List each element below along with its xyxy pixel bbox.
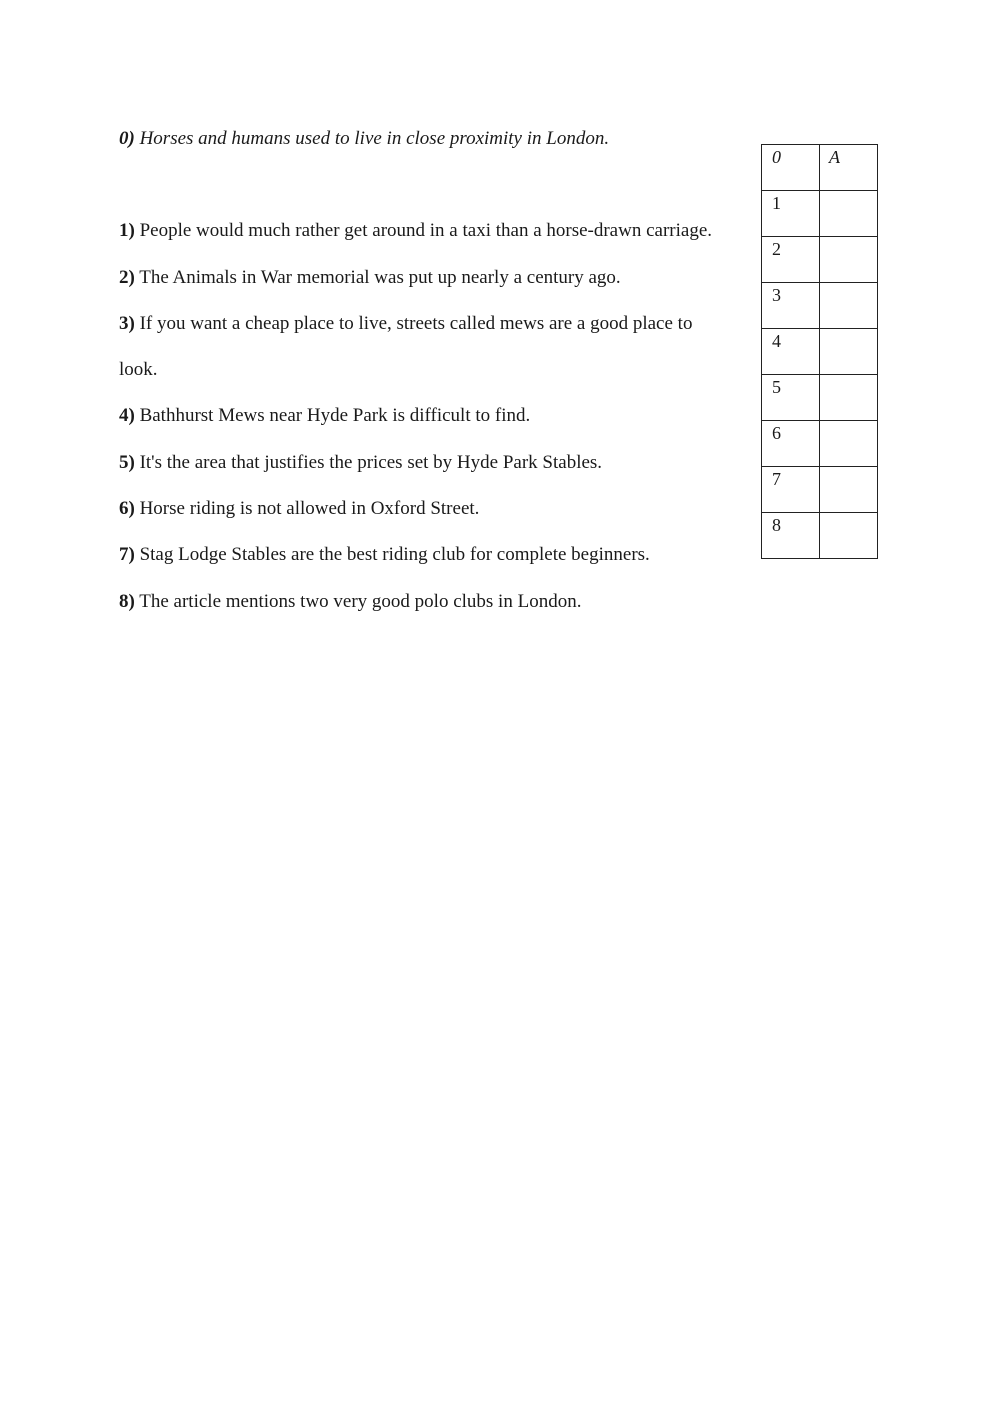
answer-row (762, 237, 878, 283)
answer-cell[interactable] (820, 467, 878, 513)
statement-number: 7) (119, 544, 135, 566)
statements-list (119, 116, 719, 625)
answer-cell: A (820, 145, 878, 191)
answer-row-label: 3 (762, 283, 820, 329)
statement-7 (119, 532, 719, 578)
statement-number: 8) (119, 590, 135, 612)
statement-5 (119, 440, 719, 486)
example-statement (119, 116, 719, 162)
answer-grid (761, 144, 878, 559)
statement-number: 6) (119, 498, 135, 520)
answer-cell[interactable] (820, 329, 878, 375)
answer-cell[interactable] (820, 237, 878, 283)
answer-cell[interactable] (820, 513, 878, 559)
answer-row (762, 467, 878, 513)
answer-row-label: 2 (762, 237, 820, 283)
answer-row (762, 145, 878, 191)
statement-number: 5) (119, 451, 135, 473)
statement-6 (119, 486, 719, 532)
answer-cell[interactable] (820, 191, 878, 237)
answer-row-label: 1 (762, 191, 820, 237)
answer-row (762, 329, 878, 375)
statement-text: Bathhurst Mews near Hyde Park is difficult to find. (139, 405, 531, 427)
statement-8 (119, 579, 719, 625)
answer-row-label: 4 (762, 329, 820, 375)
answer-row-label: 7 (762, 467, 820, 513)
statement-number: 4) (119, 405, 135, 427)
answer-cell[interactable] (820, 375, 878, 421)
statement-text: If you want a cheap place to live, streets called mews are a good place to look. (119, 312, 693, 381)
answer-row-label: 5 (762, 375, 820, 421)
statement-text: Horses and humans used to live in close proximity in London. (139, 128, 610, 149)
statement-4 (119, 393, 719, 439)
statement-text: The article mentions two very good polo clubs in London. (139, 590, 582, 612)
answer-row (762, 513, 878, 559)
statement-text: It's the area that justifies the prices set by Hyde Park Stables. (139, 451, 603, 473)
answer-row-label: 8 (762, 513, 820, 559)
statement-number: 1) (119, 220, 135, 242)
answer-cell[interactable] (820, 283, 878, 329)
answer-row (762, 421, 878, 467)
statement-number: 0) (119, 128, 135, 149)
answer-row-label: 0 (762, 145, 820, 191)
statement-text: People would much rather get around in a taxi than a horse-drawn carriage. (139, 220, 712, 242)
statement-text: The Animals in War memorial was put up nearly a century ago. (139, 266, 621, 288)
answer-cell[interactable] (820, 421, 878, 467)
statement-text: Stag Lodge Stables are the best riding club for complete beginners. (139, 544, 650, 566)
answer-row (762, 283, 878, 329)
statement-number: 2) (119, 266, 135, 288)
answer-row (762, 191, 878, 237)
statement-3 (119, 301, 719, 394)
statement-2 (119, 255, 719, 301)
answer-row-label: 6 (762, 421, 820, 467)
statement-1 (119, 208, 719, 254)
answer-row (762, 375, 878, 421)
statement-text: Horse riding is not allowed in Oxford Street. (139, 498, 480, 520)
statement-number: 3) (119, 312, 135, 334)
